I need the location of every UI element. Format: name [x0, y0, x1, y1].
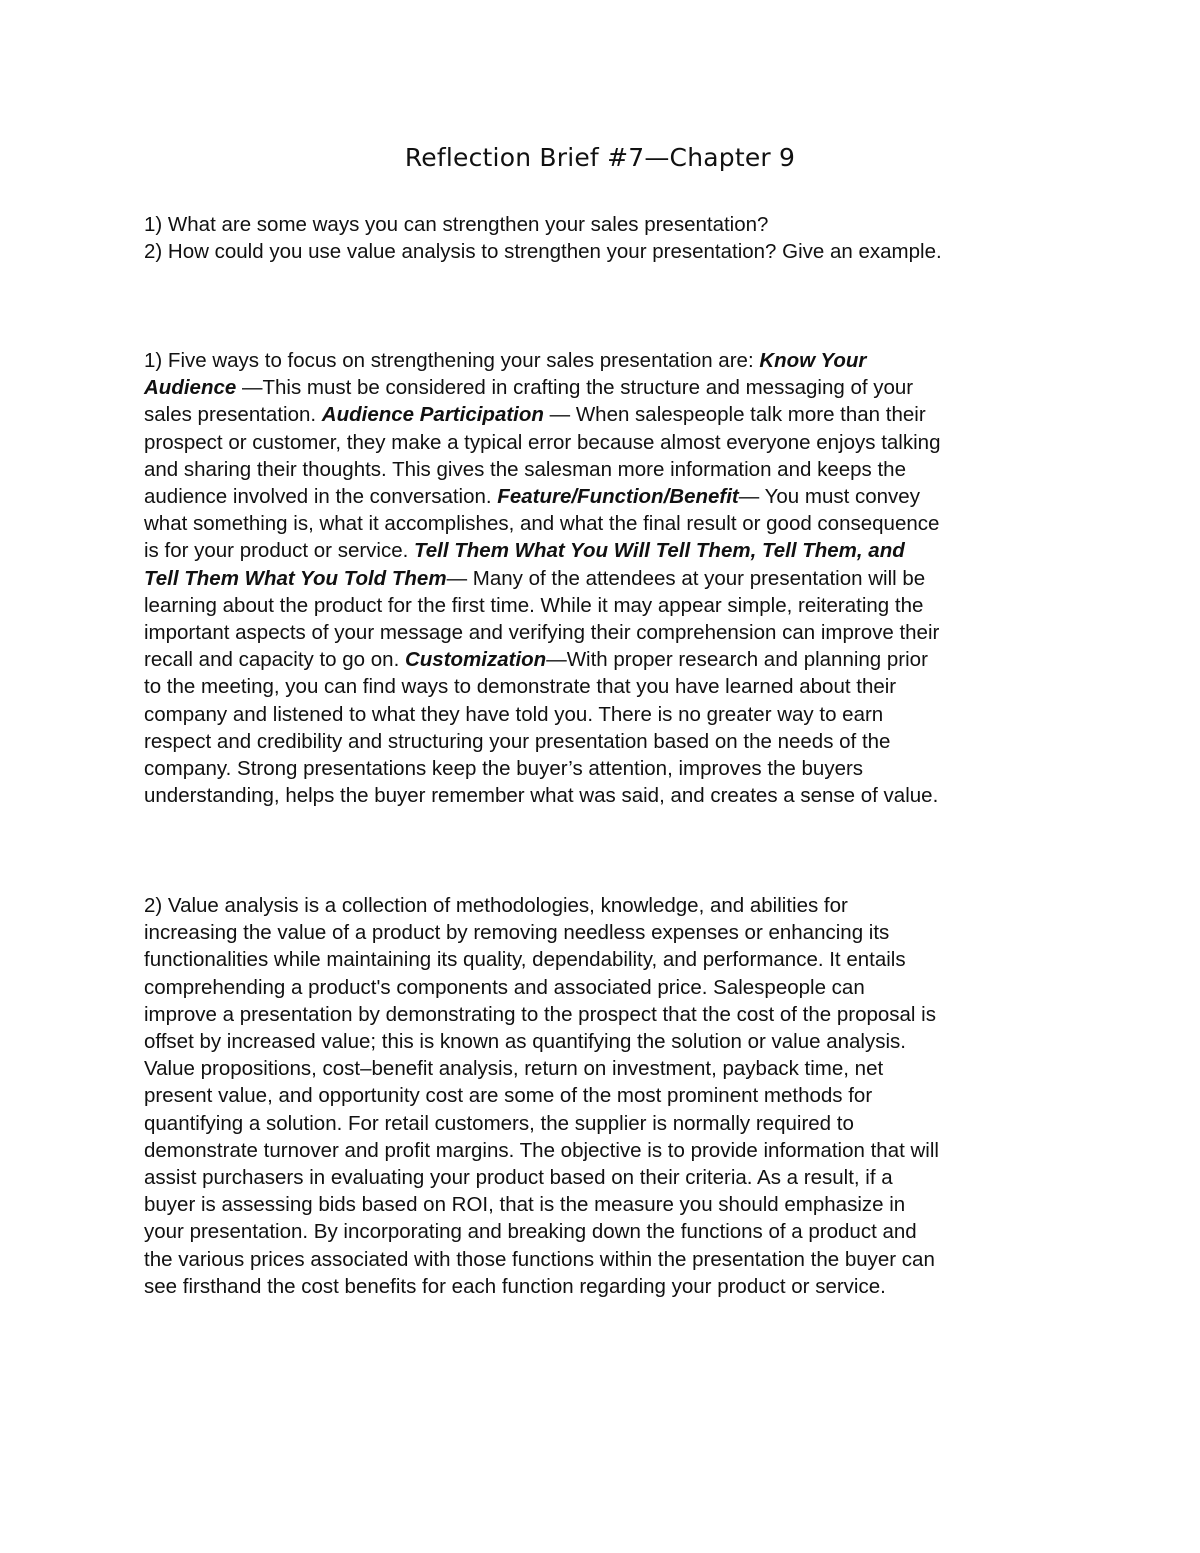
answer-1-line: [144, 646, 1074, 673]
answer-1-line: important aspects of your message and verifying their comprehension can improve their: [144, 621, 940, 645]
answer-2-line: see firsthand the cost benefits for each function regarding your product or service.: [144, 1274, 886, 1298]
questions-block: [144, 211, 1074, 265]
answer-text: audience involved in the conversation.: [144, 485, 498, 509]
answer-1-line: [144, 401, 1074, 428]
emphasis-audience-participation: Audience Participation: [321, 403, 544, 427]
answer-1-line: prospect or customer, they make a typical error because almost everyone enjoys talking: [144, 430, 941, 454]
document-title: Reflection Brief #7—Chapter 9: [404, 143, 796, 172]
answer-1-paragraph: [144, 347, 1074, 809]
question-2: 2) How could you use value analysis to strengthen your presentation? Give an example.: [144, 240, 942, 263]
answer-1-line: [144, 565, 1074, 592]
answer-text: —This must be considered in crafting the structure and messaging of your: [236, 376, 914, 400]
emphasis-tell-them-what-you-told-them: Tell Them What You Told Them: [144, 566, 447, 590]
answer-2-line: Value propositions, cost–benefit analysis, return on investment, payback time, net: [144, 1057, 884, 1081]
answer-2-line: quantifying a solution. For retail customers, the supplier is normally required to: [144, 1111, 854, 1135]
answer-2-line: functionalities while maintaining its quality, dependability, and performance. It entails: [144, 948, 906, 972]
answer-1-line: and sharing their thoughts. This gives the salesman more information and keeps the: [144, 457, 906, 481]
answer-2-line: demonstrate turnover and profit margins. The objective is to provide information that will: [144, 1138, 939, 1162]
answer-1-line: understanding, helps the buyer remember what was said, and creates a sense of value.: [144, 784, 939, 808]
answer-text: is for your product or service.: [144, 539, 415, 563]
answer-1-line: [144, 483, 1074, 510]
emphasis-tell-them: Tell Them What You Will Tell Them, Tell Them, and: [414, 539, 905, 563]
answer-1-line: [144, 347, 1074, 374]
answer-text: sales presentation.: [144, 403, 322, 427]
answer-1-line: [144, 374, 1074, 401]
answer-2-paragraph: [144, 892, 1074, 1300]
answer-text: — You must convey: [738, 485, 920, 509]
emphasis-feature-function-benefit: Feature/Function/Benefit: [497, 485, 739, 509]
emphasis-customization: Customization: [404, 648, 547, 672]
answer-text: — Many of the attendees at your presentation will be: [446, 566, 926, 590]
answer-2-line: the various prices associated with those functions within the presentation the buyer can: [144, 1247, 935, 1271]
answer-1-line: company. Strong presentations keep the buyer’s attention, improves the buyers: [144, 757, 864, 781]
answer-1-line: company and listened to what they have told you. There is no greater way to earn: [144, 702, 884, 726]
answer-2-line: 2) Value analysis is a collection of methodologies, knowledge, and abilities for: [144, 894, 848, 917]
answer-2-line: assist purchasers in evaluating your product based on their criteria. As a result, if a: [144, 1166, 893, 1190]
answer-2-line: your presentation. By incorporating and breaking down the functions of a product and: [144, 1220, 917, 1244]
emphasis-know-your-audience: Know Your: [759, 349, 867, 372]
answer-2-line: buyer is assessing bids based on ROI, that is the measure you should emphasize in: [144, 1193, 906, 1217]
answer-2-line: improve a presentation by demonstrating to the prospect that the cost of the proposal is: [144, 1002, 936, 1026]
answer-1-line: [144, 537, 1074, 564]
answer-2-line: offset by increased value; this is known as quantifying the solution or value analysis.: [144, 1030, 906, 1054]
answer-1-line: respect and credibility and structuring your presentation based on the needs of the: [144, 729, 891, 753]
answer-2-line: comprehending a product's components and associated price. Salespeople can: [144, 975, 865, 999]
emphasis-audience: Audience: [144, 376, 237, 400]
answer-2-line: increasing the value of a product by removing needless expenses or enhancing its: [144, 921, 890, 945]
answer-text: 1) Five ways to focus on strengthening your sales presentation are:: [144, 349, 760, 372]
answer-1-line: learning about the product for the first time. While it may appear simple, reiterating the: [144, 593, 924, 617]
answer-1-line: what something is, what it accomplishes, and what the final result or good consequence: [144, 512, 940, 536]
answer-2-line: present value, and opportunity cost are some of the most prominent methods for: [144, 1084, 873, 1108]
answer-1-line: to the meeting, you can find ways to demonstrate that you have learned about their: [144, 675, 897, 699]
answer-text: —With proper research and planning prior: [546, 648, 928, 672]
question-1: 1) What are some ways you can strengthen your sales presentation?: [144, 213, 769, 236]
answer-text: recall and capacity to go on.: [144, 648, 405, 672]
answer-text: — When salespeople talk more than their: [543, 403, 926, 427]
